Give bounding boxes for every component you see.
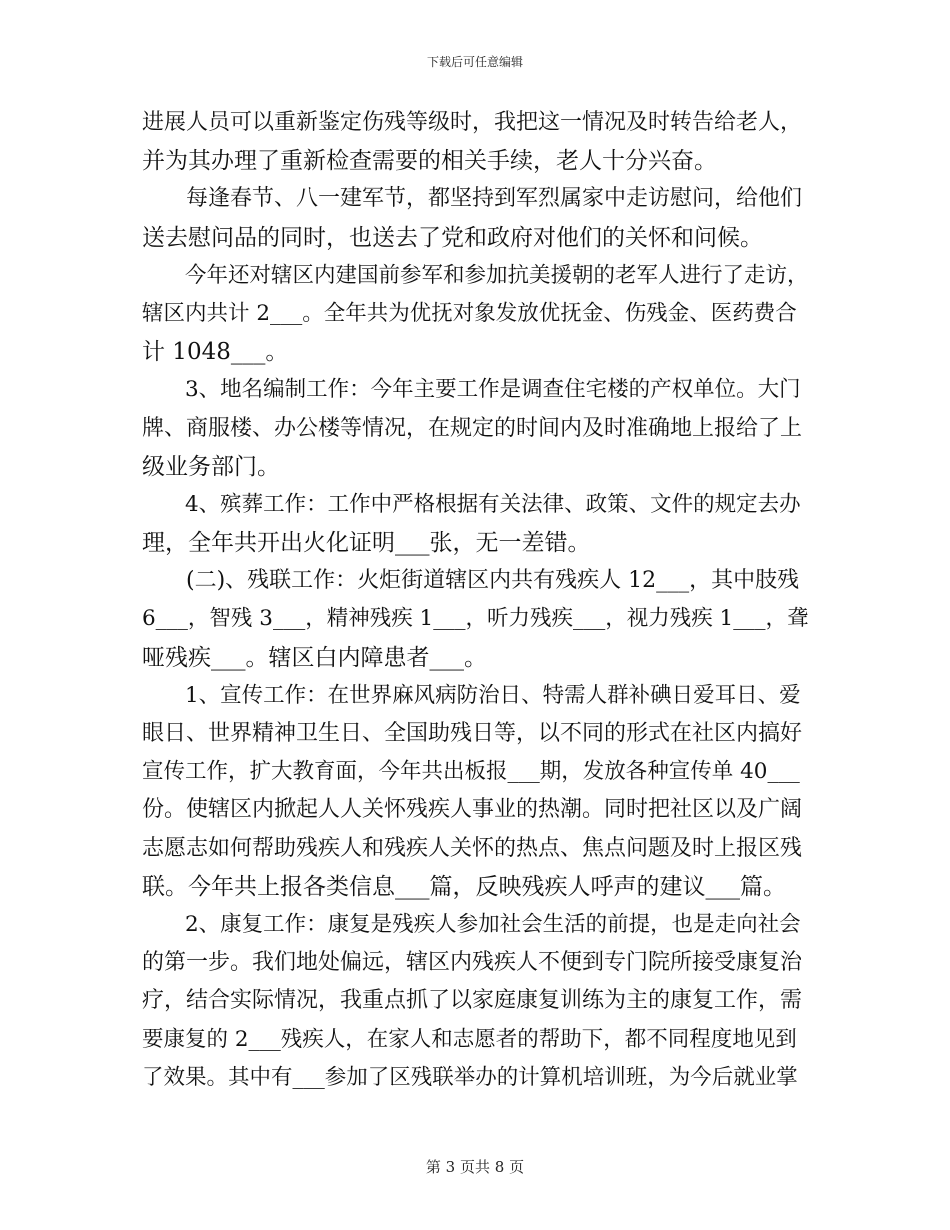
- text-line: 进展人员可以重新鉴定伤残等级时，我把这一情况及时转告给老人，: [142, 110, 803, 135]
- text-line: 4、殡葬工作：工作中严格根据有关法律、政策、文件的规定去办: [142, 491, 801, 517]
- text-line: 级业务部门。: [142, 453, 280, 480]
- text-line: 1、宣传工作：在世界麻风病防治日、特需人群补碘日爱耳日、爱: [142, 682, 801, 708]
- text-line: 理，全年共开出火化证明___张，无一差错。: [142, 530, 591, 557]
- text-line: 2、康复工作：康复是残疾人参加社会生活的前提，也是走向社会: [142, 911, 801, 937]
- text-line: 的第一步。我们地处偏远，辖区内残疾人不便到专门院所接受康复治: [142, 950, 803, 976]
- text-line: 眼日、世界精神卫生日、全国助残日等，以不同的形式在社区内搞好: [142, 721, 803, 746]
- text-line: 了效果。其中有___参加了区残联举办的计算机培训班，为今后就业掌: [142, 1064, 798, 1090]
- text-line: (二)、残联工作：火炬街道辖区内共有残疾人 12___，其中肢残: [142, 568, 800, 594]
- text-line: 份。使辖区内掀起人人关怀残疾人事业的热潮。同时把社区以及广阔: [142, 797, 803, 823]
- text-line: 牌、商服楼、办公楼等情况，在规定的时间内及时准确地上报给了上: [142, 415, 803, 441]
- page-footer: 第 3 页共 8 页: [425, 1158, 525, 1176]
- text-line: 疗，结合实际情况，我重点抓了以家庭康复训练为主的康复工作，需: [142, 988, 803, 1014]
- text-line: 6___，智残 3___，精神残疾 1___，听力残疾___，视力残疾 1___，聋: [142, 606, 809, 632]
- text-line: 要康复的 2___残疾人，在家人和志愿者的帮助下，都不同程度地见到: [142, 1026, 797, 1052]
- text-line: 送去慰问品的同时，也送去了党和政府对他们的关怀和问候。: [142, 224, 763, 251]
- text-line: 联。今年共上报各类信息___篇，反映残疾人呼声的建议___篇。: [142, 873, 786, 900]
- text-line: 每逢春节、八一建军节，都坚持到军烈属家中走访慰问，给他们: [142, 186, 803, 212]
- text-line: 哑残疾___。辖区白内障患者___。: [142, 644, 487, 671]
- body-text: [142, 104, 810, 1097]
- text-line: 宣传工作，扩大教育面，今年共出板报___期，发放各种宣传单 40___: [142, 759, 800, 785]
- text-line: 3、地名编制工作：今年主要工作是调查住宅楼的产权单位。大门: [142, 377, 801, 403]
- text-line: 志愿志如何帮助残疾人和残疾人关怀的热点、焦点问题及时上报区残: [142, 835, 803, 861]
- text-line: 并为其办理了重新检查需要的相关手续，老人十分兴奋。: [142, 148, 717, 175]
- page-header: 下载后可任意编辑: [426, 55, 523, 69]
- text-line: 辖区内共计 2___。全年共为优抚对象发放优抚金、伤残金、医药费合: [142, 300, 797, 326]
- text-line: 今年还对辖区内建国前参军和参加抗美援朝的老军人进行了走访，: [142, 262, 809, 288]
- text-line: 计 1048___。: [142, 339, 289, 366]
